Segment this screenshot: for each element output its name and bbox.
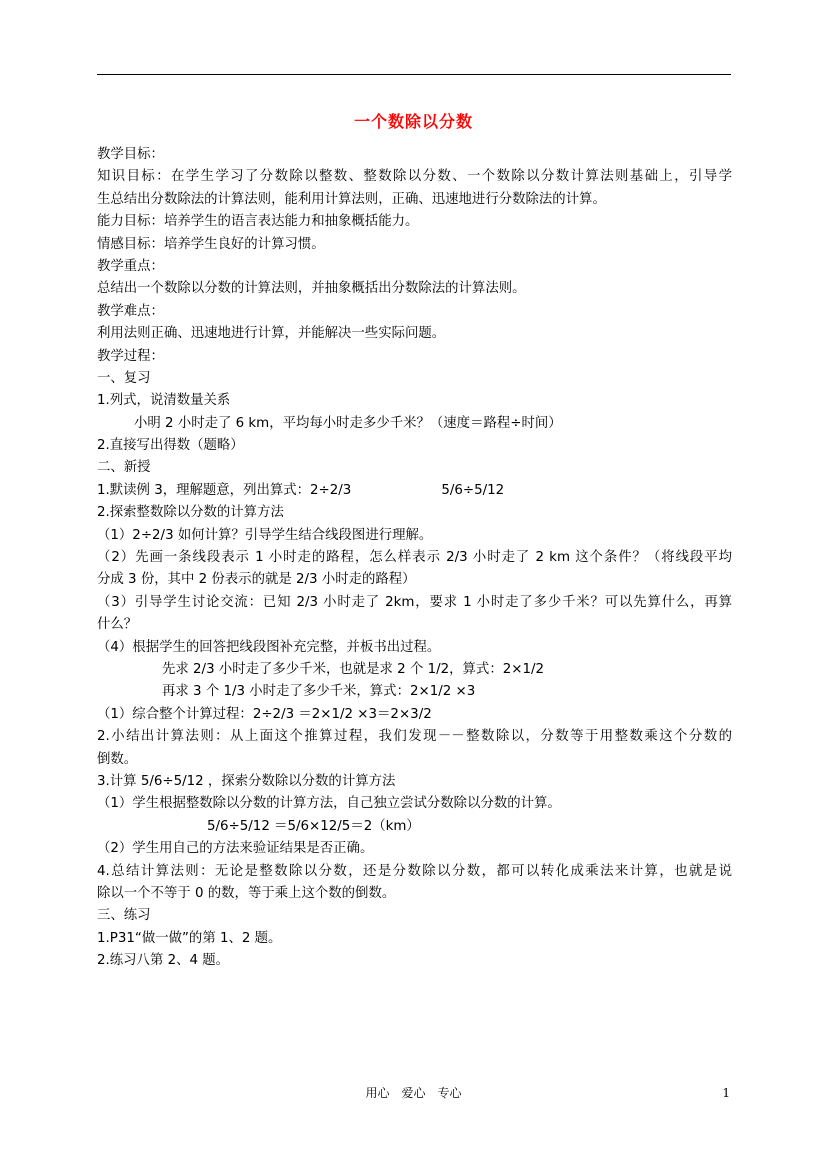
section-heading: 教学目标： bbox=[97, 147, 164, 162]
paragraph-line: （1）2÷2/3 如何计算？引导学生结合线段图进行理解。 bbox=[97, 527, 433, 543]
section-heading: 一、复习 bbox=[97, 370, 151, 386]
paragraph-line: （1）综合整个计算过程：2÷2/3 ＝2×1/2 ×3＝2×3/2 bbox=[97, 706, 432, 722]
paragraph-line: （2）学生用自己的方法来验证结果是否正确。 bbox=[97, 841, 374, 857]
section-heading: 二、新授 bbox=[97, 460, 151, 476]
paragraph-line: 生总结出分数除法的计算法则，能利用计算法则，正确、迅速地进行分数除法的计算。 bbox=[97, 191, 606, 207]
list-item bbox=[97, 480, 732, 502]
document-body bbox=[97, 144, 732, 972]
header-rule bbox=[97, 74, 731, 75]
paragraph-line: 先求 2/3 小时走了多少千米，也就是求 2 个 1/2，算式：2×1/2 bbox=[162, 661, 545, 677]
paragraph-line: 知识目标：在学生学习了分数除以整数、整数除以分数、一个数除以分数计算法则基础上，引导学 bbox=[97, 169, 732, 185]
list-item: 1.P31“做一做”的第 1、2 题。 bbox=[97, 930, 282, 946]
list-item: 3.计算 5/6÷5/12 ，探索分数除以分数的计算方法 bbox=[97, 773, 396, 789]
paragraph-line: 能力目标：培养学生的语言表达能力和抽象概括能力。 bbox=[97, 214, 419, 230]
paragraph-line: 总结出一个数除以分数的计算法则，并抽象概括出分数除法的计算法则。 bbox=[97, 281, 526, 297]
paragraph-line: 分成 3 份，其中 2 份表示的就是 2/3 小时走的路程） bbox=[97, 572, 416, 588]
paragraph-line: （1）学生根据整数除以分数的计算方法，自己独立尝试分数除以分数的计算。 bbox=[97, 796, 561, 812]
list-item: 2.探索整数除以分数的计算方法 bbox=[97, 505, 284, 521]
list-item: 2.直接写出得数（题略） bbox=[97, 438, 244, 454]
equation-2: 5/6÷5/12 bbox=[441, 482, 505, 498]
footer-motto-1: 用心 bbox=[365, 1086, 390, 1100]
paragraph-line: 4.总结计算法则：无论是整数除以分数，还是分数除以分数，都可以转化成乘法来计算，也就是说 bbox=[97, 863, 732, 879]
list-item: 2.练习八第 2、4 题。 bbox=[97, 953, 230, 969]
equation-1: 1.默读例 3，理解题意，列出算式：2÷2/3 bbox=[97, 482, 352, 498]
paragraph-line: （3）引导学生讨论交流：已知 2/3 小时走了 2km，要求 1 小时走了多少千米？可以先算什么，再算 bbox=[97, 594, 732, 610]
paragraph-line: 除以一个不等于 0 的数，等于乘上这个数的倒数。 bbox=[97, 885, 396, 901]
paragraph-line: （4）根据学生的回答把线段图补充完整，并板书出过程。 bbox=[97, 639, 441, 655]
paragraph-line: 什么？ bbox=[97, 617, 138, 633]
section-heading: 教学过程： bbox=[97, 348, 164, 364]
paragraph-line: 倒数。 bbox=[97, 751, 138, 767]
paragraph-line: 2.小结出计算法则：从上面这个推算过程，我们发现－－整数除以，分数等于用整数乘这个分数的 bbox=[97, 729, 732, 745]
paragraph-line: 5/6÷5/12 ＝5/6×12/5＝2（km） bbox=[207, 818, 420, 834]
paragraph-line: 情感目标：培养学生良好的计算习惯。 bbox=[97, 236, 325, 252]
document-title: 一个数除以分数 bbox=[353, 112, 473, 131]
paragraph-line: 利用法则正确、迅速地进行计算，并能解决一些实际问题。 bbox=[97, 326, 446, 342]
page-number: 1 bbox=[722, 1086, 730, 1100]
footer-motto-3: 专心 bbox=[437, 1086, 462, 1100]
paragraph-line: 小明 2 小时走了 6 km，平均每小时走多少千米？（速度＝路程÷时间） bbox=[134, 415, 562, 431]
footer-motto bbox=[0, 1084, 827, 1102]
paragraph-line: 再求 3 个 1/3 小时走了多少千米，算式：2×1/2 ×3 bbox=[162, 684, 476, 700]
section-heading: 三、练习 bbox=[97, 908, 151, 924]
section-heading: 教学难点： bbox=[97, 303, 164, 319]
paragraph-line: （2）先画一条线段表示 1 小时走的路程，怎么样表示 2/3 小时走了 2 km 这个条件？（将线段平均 bbox=[97, 550, 732, 566]
section-heading: 教学重点： bbox=[97, 258, 164, 274]
footer-motto-2: 爱心 bbox=[401, 1086, 426, 1100]
list-item: 1.列式，说清数量关系 bbox=[97, 393, 231, 409]
